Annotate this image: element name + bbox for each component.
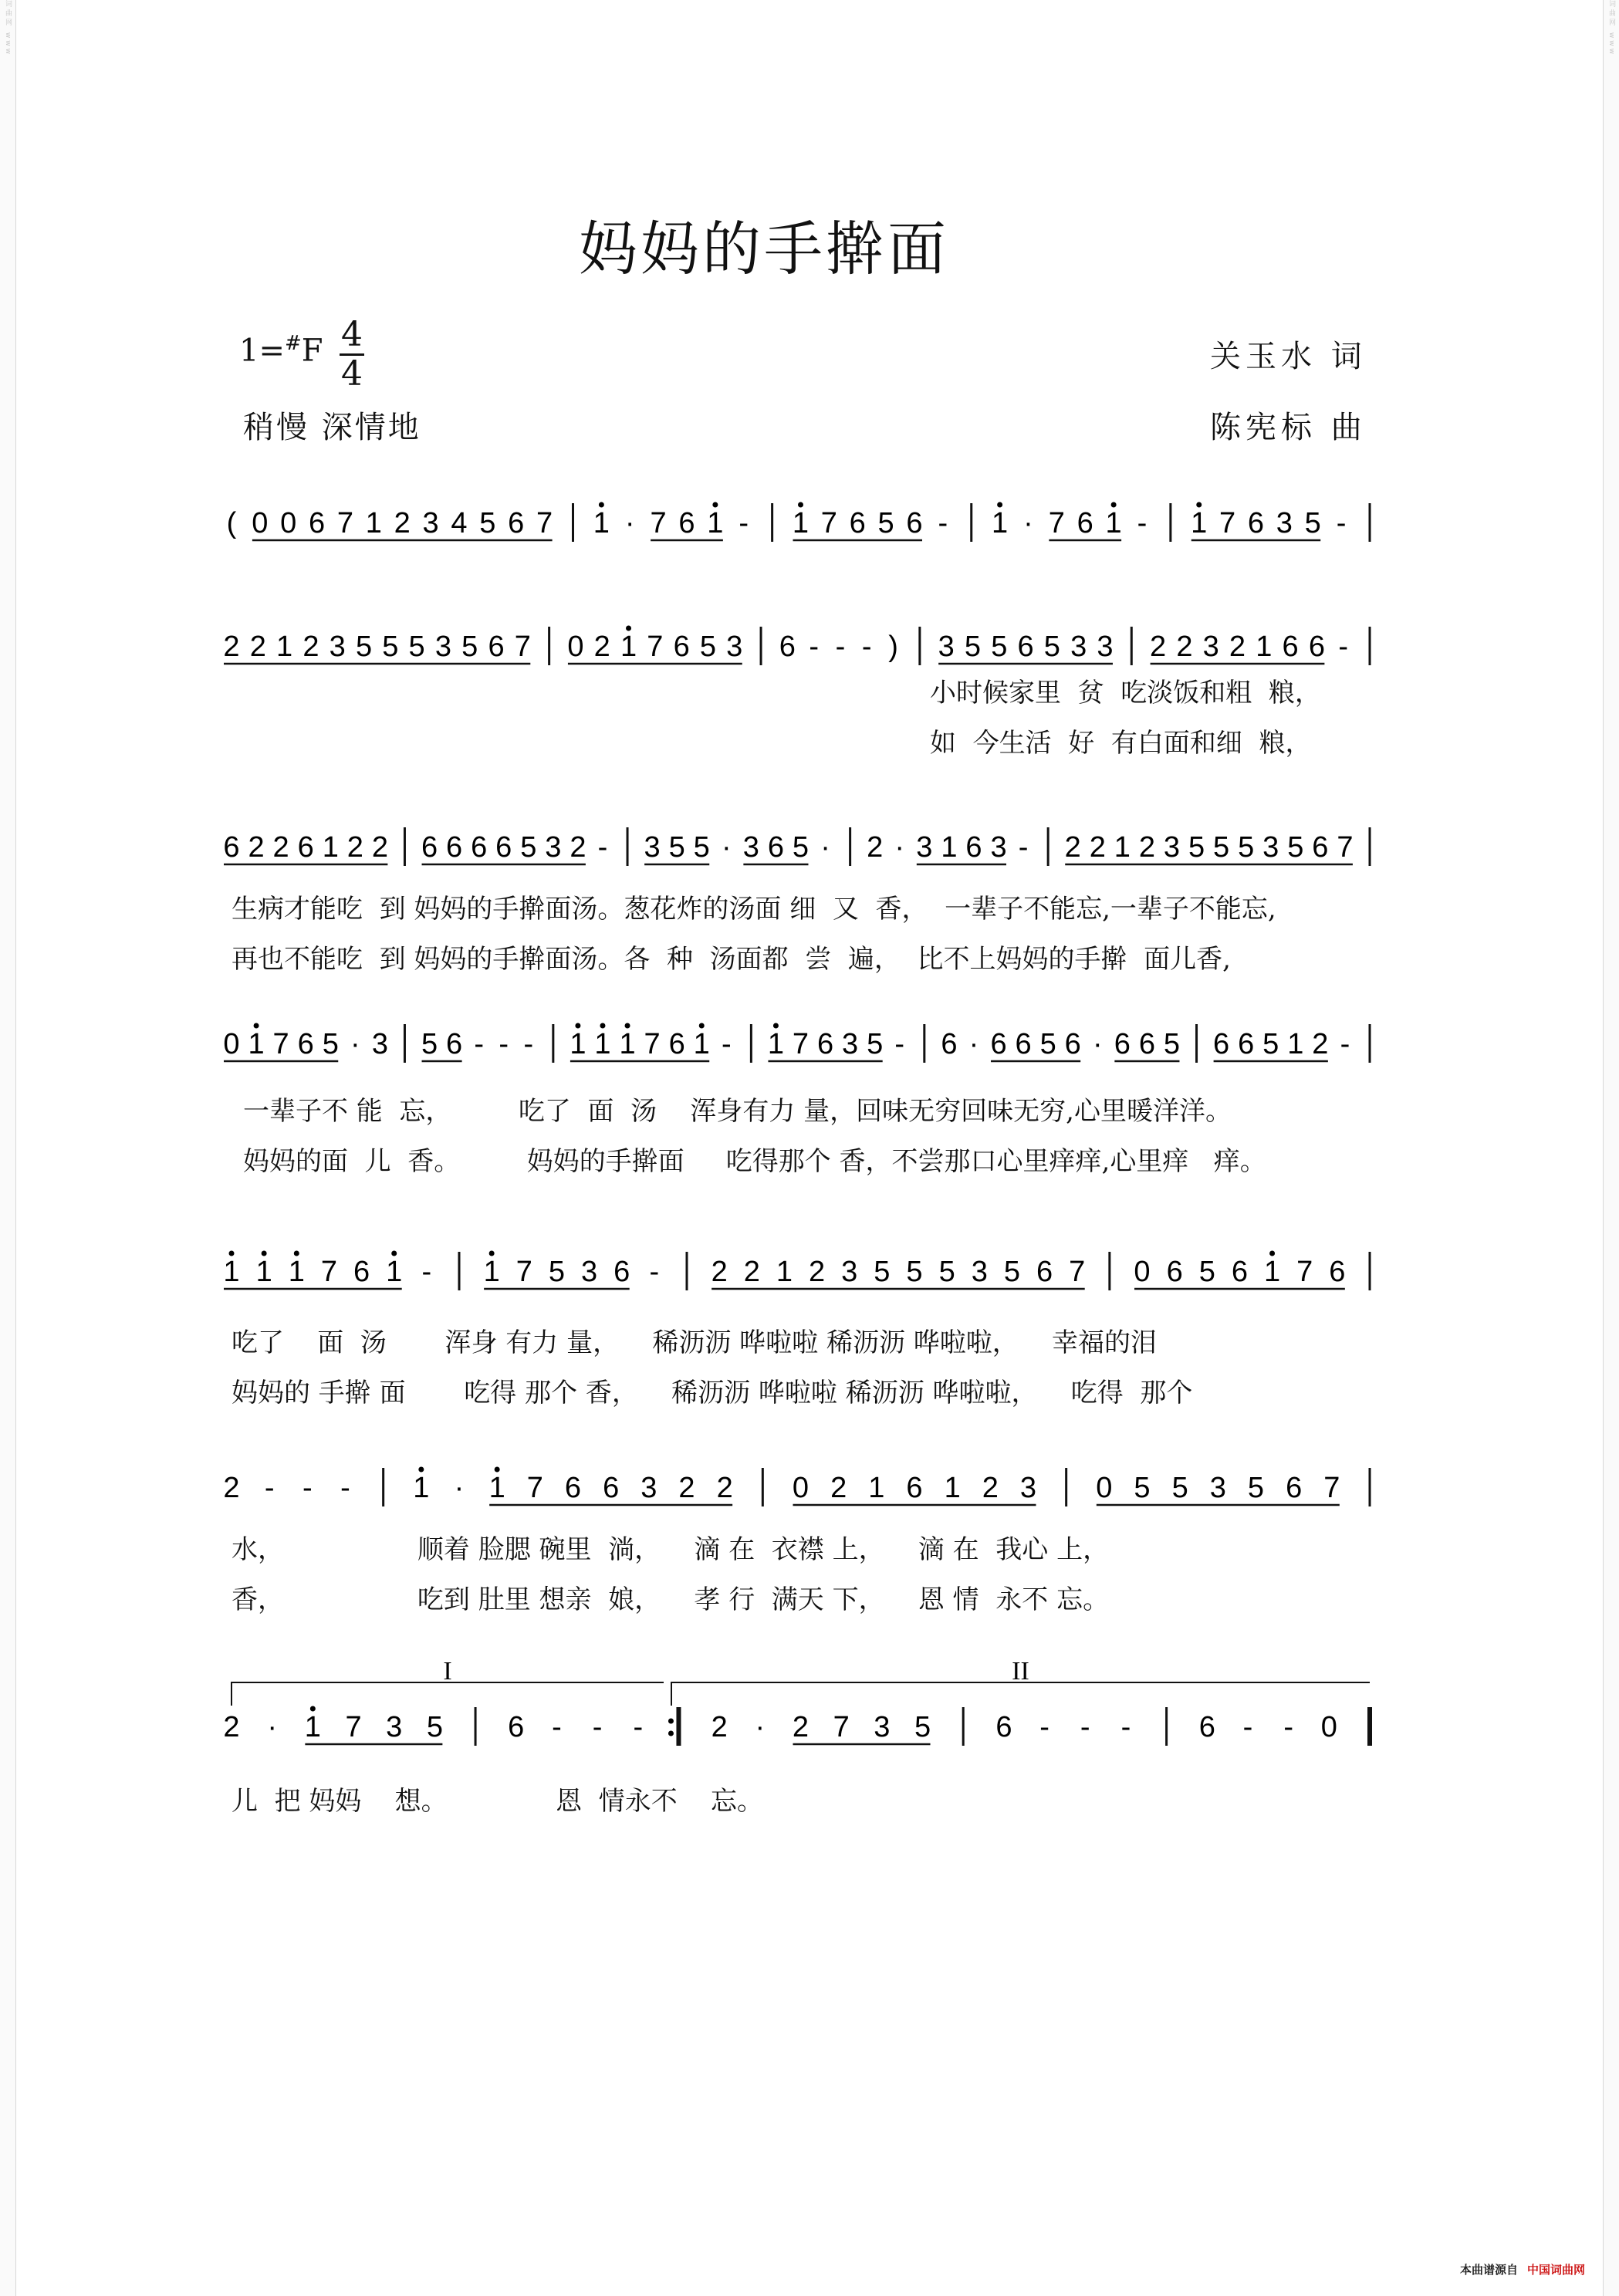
symbol: · bbox=[1023, 507, 1033, 539]
note: 6 bbox=[421, 831, 438, 864]
note: 2 bbox=[1089, 831, 1106, 864]
note: 1 bbox=[619, 1028, 636, 1060]
note: 7 bbox=[515, 1256, 532, 1288]
note: 1 bbox=[248, 1028, 265, 1060]
note: 1 bbox=[593, 507, 610, 539]
notation-system-5: 1 1 1 7 6 1 - 1 7 5 3 6 - 2 2 1 2 3 5 5 5 3 5 6 7 0 6 5 6 1 7 6 吃了 面 汤 浑身 有力 量， 稀沥沥 哗啦啦 稀沥沥 哗啦啦， 幸福的泪 妈妈的 手擀 面 吃得 那个 香， 稀沥沥 哗啦啦 稀沥沥 哗啦啦， 吃得 那个 bbox=[0, 1235, 1619, 1405]
high-octave-dot bbox=[626, 626, 631, 631]
note: 6 bbox=[779, 631, 796, 663]
symbol: - bbox=[633, 1711, 644, 1743]
staff-system-2 bbox=[0, 610, 1619, 695]
note: 2 bbox=[394, 507, 411, 539]
note: 2 bbox=[830, 1472, 847, 1504]
key-signature: 1=#F bbox=[239, 332, 323, 369]
symbol: - bbox=[1120, 1711, 1131, 1743]
note: 5 bbox=[867, 1028, 884, 1060]
notation-system-1 bbox=[0, 486, 1619, 579]
note: 2 bbox=[1064, 831, 1081, 864]
note: 5 bbox=[1304, 507, 1321, 539]
note: 1 bbox=[386, 1256, 403, 1288]
lyricist-credit: 关玉水 词 bbox=[1210, 339, 1367, 374]
note: 6 bbox=[1064, 1028, 1081, 1060]
symbol: - bbox=[264, 1472, 275, 1504]
note: 5 bbox=[991, 631, 1008, 663]
symbol: - bbox=[1039, 1711, 1049, 1743]
notation-system-6: 2 - - - 1 · 1 7 6 6 3 2 2 0 2 1 6 1 2 3 0 5 5 3 5 6 7 水， 顺着 脸腮 碗里 淌， 滴 在 衣襟 上， 滴 在 我心 上， 香， 吃到 肚里 想亲 娘， 孝 行 满天 下， 恩 情 永不 忘。 bbox=[0, 1451, 1619, 1621]
note: 7 bbox=[644, 1028, 661, 1060]
note: 6 bbox=[906, 1472, 923, 1504]
note: 6 bbox=[1329, 1256, 1346, 1288]
note: 7 bbox=[514, 631, 531, 663]
note: 3 bbox=[971, 1256, 988, 1288]
note: 5 bbox=[520, 831, 537, 864]
note: 0 bbox=[1096, 1472, 1113, 1504]
note: 6 bbox=[995, 1711, 1012, 1743]
symbol: - bbox=[938, 507, 948, 539]
note: 7 bbox=[1337, 831, 1354, 864]
note: 5 bbox=[426, 1711, 443, 1743]
note: 1 bbox=[488, 1472, 505, 1504]
note: 3 bbox=[1019, 1472, 1037, 1504]
note: 7 bbox=[536, 507, 553, 539]
note: 6 bbox=[613, 1256, 630, 1288]
note: 5 bbox=[479, 507, 496, 539]
note: 1 bbox=[1105, 507, 1122, 539]
note: 7 bbox=[647, 631, 664, 663]
note: 5 bbox=[1039, 1028, 1056, 1060]
note: 5 bbox=[322, 1028, 339, 1060]
note: 4 bbox=[451, 507, 468, 539]
composer-credit: 陈宪标 曲 bbox=[1210, 410, 1367, 445]
time-signature: 4 4 bbox=[341, 315, 363, 394]
note: 0 bbox=[223, 1028, 240, 1060]
note: 5 bbox=[693, 831, 710, 864]
note: 2 bbox=[1229, 631, 1246, 663]
note: 7 bbox=[650, 507, 667, 539]
note: 2 bbox=[678, 1472, 695, 1504]
note: 5 bbox=[1163, 1028, 1181, 1060]
symbol: - bbox=[474, 1028, 484, 1060]
note: 5 bbox=[1238, 831, 1255, 864]
note: 3 bbox=[329, 631, 346, 663]
note: 1 bbox=[792, 507, 810, 539]
note: 6 bbox=[223, 831, 240, 864]
note: 0 bbox=[252, 507, 269, 539]
volta-bracket bbox=[232, 1682, 664, 1706]
note: 3 bbox=[1097, 631, 1114, 663]
note: 2 bbox=[272, 831, 289, 864]
staff-system-7 bbox=[0, 1659, 1619, 1775]
notation-system-4: 0 1 7 6 5 · 3 5 6 - - - 1 1 1 7 6 1 - 1 7 6 3 5 - 6 · 6 6 5 6 · 6 6 5 6 6 5 1 2 - 一辈子不 能 忘， 吃了 面 汤 浑身有力 量，回味无穷回味无穷,心里暖洋洋。 妈妈的面 儿 香。 妈妈的手擀面 吃得那个 香，不尝那口心里痒痒,心里痒 痒。 bbox=[0, 1007, 1619, 1185]
note: 7 bbox=[345, 1711, 362, 1743]
note: 0 bbox=[280, 507, 297, 539]
note: 7 bbox=[1048, 507, 1065, 539]
note: 2 bbox=[593, 631, 610, 663]
note: 6 bbox=[1015, 1028, 1032, 1060]
symbol: · bbox=[624, 507, 635, 539]
note: 1 bbox=[594, 1028, 611, 1060]
repeat-dot bbox=[668, 1731, 674, 1736]
note: 3 bbox=[1276, 507, 1293, 539]
note: 1 bbox=[693, 1028, 710, 1060]
symbol: ) bbox=[888, 631, 898, 663]
note: 5 bbox=[408, 631, 425, 663]
symbol: · bbox=[968, 1028, 979, 1060]
note: 6 bbox=[816, 1028, 834, 1060]
note: 5 bbox=[874, 1256, 891, 1288]
note: 1 bbox=[322, 831, 339, 864]
symbol: - bbox=[597, 831, 608, 864]
note: 6 bbox=[1247, 507, 1265, 539]
note: 5 bbox=[382, 631, 399, 663]
high-octave-dot bbox=[712, 502, 718, 508]
note: 5 bbox=[1171, 1472, 1188, 1504]
high-octave-dot bbox=[773, 1023, 779, 1029]
symbol: · bbox=[267, 1711, 278, 1743]
note: 6 bbox=[1077, 507, 1093, 539]
symbol: - bbox=[1340, 1028, 1350, 1060]
high-octave-dot bbox=[294, 1251, 299, 1256]
note: 6 bbox=[471, 831, 488, 864]
note: 5 bbox=[548, 1256, 565, 1288]
note: 6 bbox=[1036, 1256, 1053, 1288]
note: 1 bbox=[288, 1256, 305, 1288]
note: 5 bbox=[1247, 1472, 1265, 1504]
high-octave-dot bbox=[600, 1023, 605, 1029]
note: 1 bbox=[413, 1472, 430, 1504]
symbol: · bbox=[820, 831, 830, 864]
notation-system-7: 2 · 1 7 3 5 6 - - - 2 · 2 7 3 5 6 - - - 6 - - 0 I II 儿 把 妈妈 想。 恩 情永不 忘。 bbox=[0, 1659, 1619, 1829]
volta-label: II bbox=[1012, 1659, 1029, 1686]
note: 3 bbox=[841, 1256, 858, 1288]
symbol: · bbox=[350, 1028, 360, 1060]
note: 7 bbox=[272, 1028, 289, 1060]
note: 0 bbox=[567, 631, 584, 663]
high-octave-dot bbox=[575, 1023, 580, 1029]
symbol: - bbox=[1080, 1711, 1090, 1743]
note: 6 bbox=[1138, 1028, 1155, 1060]
note: 1 bbox=[707, 507, 724, 539]
note: 1 bbox=[255, 1256, 272, 1288]
note: 7 bbox=[320, 1256, 337, 1288]
note: 1 bbox=[620, 631, 637, 663]
note: 6 bbox=[1286, 1472, 1303, 1504]
high-octave-dot bbox=[1111, 502, 1117, 508]
symbol: · bbox=[721, 831, 732, 864]
note: 6 bbox=[446, 1028, 463, 1060]
note: 6 bbox=[849, 507, 866, 539]
note: 1 bbox=[365, 507, 382, 539]
note: 2 bbox=[982, 1472, 999, 1504]
note: 6 bbox=[906, 507, 923, 539]
note: 5 bbox=[699, 631, 717, 663]
note: 2 bbox=[249, 631, 266, 663]
note: 5 bbox=[461, 631, 478, 663]
note: 3 bbox=[742, 831, 759, 864]
note: 6 bbox=[1213, 1028, 1230, 1060]
symbol: - bbox=[1242, 1711, 1253, 1743]
note: 2 bbox=[223, 631, 240, 663]
note: 3 bbox=[422, 507, 439, 539]
note: 6 bbox=[1231, 1256, 1248, 1288]
symbol: - bbox=[592, 1711, 603, 1743]
note: 3 bbox=[1163, 831, 1181, 864]
note: 2 bbox=[346, 831, 363, 864]
note: 7 bbox=[1219, 507, 1236, 539]
symbol: - bbox=[303, 1472, 313, 1504]
note: 1 bbox=[992, 507, 1009, 539]
note: 6 bbox=[668, 1028, 685, 1060]
note: 2 bbox=[1312, 1028, 1329, 1060]
note: 5 bbox=[1198, 1256, 1215, 1288]
high-octave-dot bbox=[1269, 1251, 1275, 1256]
note: 1 bbox=[941, 831, 958, 864]
high-octave-dot bbox=[310, 1706, 316, 1712]
high-octave-dot bbox=[798, 502, 803, 508]
note: 1 bbox=[1287, 1028, 1304, 1060]
note: 2 bbox=[711, 1256, 728, 1288]
note: 5 bbox=[1043, 631, 1060, 663]
symbol: - bbox=[340, 1472, 350, 1504]
note: 3 bbox=[434, 631, 451, 663]
note: 6 bbox=[508, 507, 525, 539]
symbol: - bbox=[1137, 507, 1147, 539]
note: 3 bbox=[644, 831, 661, 864]
note: 6 bbox=[1312, 831, 1329, 864]
note: 1 bbox=[1114, 831, 1131, 864]
note: 7 bbox=[1323, 1472, 1340, 1504]
note: 2 bbox=[867, 831, 884, 864]
note: 2 bbox=[1176, 631, 1193, 663]
note: 2 bbox=[371, 831, 388, 864]
note: 1 bbox=[1191, 507, 1208, 539]
note: 1 bbox=[1264, 1256, 1281, 1288]
note: 3 bbox=[874, 1711, 891, 1743]
note: 5 bbox=[906, 1256, 923, 1288]
symbol: - bbox=[649, 1256, 660, 1288]
note: 2 bbox=[223, 1711, 240, 1743]
note: 2 bbox=[303, 631, 319, 663]
note: 2 bbox=[711, 1711, 728, 1743]
note: 5 bbox=[1134, 1472, 1151, 1504]
score-title: 妈妈的手擀面 bbox=[579, 215, 949, 283]
note: 5 bbox=[1188, 831, 1205, 864]
note: 6 bbox=[353, 1256, 370, 1288]
note: 3 bbox=[1202, 631, 1219, 663]
note: 7 bbox=[833, 1711, 850, 1743]
note: 2 bbox=[743, 1256, 760, 1288]
note: 6 bbox=[678, 507, 695, 539]
symbol: - bbox=[809, 631, 819, 663]
high-octave-dot bbox=[262, 1251, 267, 1256]
volta-bracket bbox=[671, 1682, 1370, 1706]
note: 6 bbox=[309, 507, 326, 539]
note: 2 bbox=[1138, 831, 1155, 864]
high-octave-dot bbox=[489, 1251, 495, 1256]
note: 6 bbox=[673, 631, 690, 663]
note: 6 bbox=[990, 1028, 1007, 1060]
notation-system-2: 2 2 1 2 3 5 5 5 3 5 6 7 0 2 1 7 6 5 3 6 - - - ) 3 5 5 6 5 3 3 2 2 3 2 1 6 6 - 小时候家里 贫 吃淡饭和粗 粮， 如 今生活 好 有白面和细 粮， bbox=[0, 610, 1619, 779]
right-watermark-strip: 词曲网 www bbox=[1603, 0, 1619, 2296]
note: 5 bbox=[792, 831, 810, 864]
high-octave-dot bbox=[391, 1251, 397, 1256]
note: 1 bbox=[868, 1472, 885, 1504]
symbol: - bbox=[1283, 1711, 1293, 1743]
note: 0 bbox=[792, 1472, 810, 1504]
note: 6 bbox=[965, 831, 982, 864]
high-octave-dot bbox=[1196, 502, 1202, 508]
note: 2 bbox=[248, 831, 265, 864]
note: 1 bbox=[223, 1256, 240, 1288]
note: 3 bbox=[386, 1711, 403, 1743]
symbol: ( bbox=[226, 507, 237, 539]
note: 5 bbox=[1003, 1256, 1020, 1288]
note: 6 bbox=[1282, 631, 1299, 663]
note: 3 bbox=[545, 831, 562, 864]
note: 3 bbox=[842, 1028, 859, 1060]
note: 2 bbox=[809, 1256, 826, 1288]
note: 6 bbox=[1308, 631, 1325, 663]
note: 2 bbox=[1150, 631, 1167, 663]
symbol: - bbox=[1336, 507, 1347, 539]
note: 6 bbox=[767, 831, 785, 864]
symbol: - bbox=[894, 1028, 905, 1060]
note: 6 bbox=[1166, 1256, 1183, 1288]
note: 0 bbox=[1134, 1256, 1151, 1288]
staff-system-6 bbox=[0, 1451, 1619, 1536]
symbol: · bbox=[1092, 1028, 1103, 1060]
note: 5 bbox=[914, 1711, 931, 1743]
symbol: - bbox=[721, 1028, 732, 1060]
note: 5 bbox=[938, 1256, 955, 1288]
tempo-marking: 稍慢 深情地 bbox=[243, 410, 421, 445]
staff-system-1 bbox=[0, 486, 1619, 579]
note: 3 bbox=[990, 831, 1007, 864]
note: 3 bbox=[726, 631, 743, 663]
note: 5 bbox=[877, 507, 894, 539]
note: 6 bbox=[297, 1028, 314, 1060]
high-octave-dot bbox=[625, 1023, 630, 1029]
symbol: · bbox=[755, 1711, 766, 1743]
note: 6 bbox=[488, 631, 505, 663]
note: 1 bbox=[1256, 631, 1273, 663]
note: 5 bbox=[1262, 1028, 1279, 1060]
note: 6 bbox=[1017, 631, 1034, 663]
note: 3 bbox=[581, 1256, 598, 1288]
high-octave-dot bbox=[495, 1467, 500, 1473]
note: 5 bbox=[964, 631, 982, 663]
note: 3 bbox=[938, 631, 955, 663]
note: 6 bbox=[1198, 1711, 1215, 1743]
site-name: 中国词曲网 bbox=[1526, 2263, 1585, 2277]
symbol: - bbox=[1018, 831, 1029, 864]
note: 7 bbox=[336, 507, 354, 539]
note: 2 bbox=[570, 831, 586, 864]
high-octave-dot bbox=[418, 1467, 424, 1473]
note: 6 bbox=[446, 831, 463, 864]
note: 0 bbox=[1320, 1711, 1337, 1743]
high-octave-dot bbox=[699, 1023, 705, 1029]
note: 6 bbox=[1114, 1028, 1131, 1060]
footer-source: 本曲谱源自 中国词曲网 bbox=[1459, 2263, 1585, 2277]
note: 7 bbox=[526, 1472, 543, 1504]
staff-system-5 bbox=[0, 1235, 1619, 1320]
note: 5 bbox=[668, 831, 685, 864]
symbol: - bbox=[861, 631, 872, 663]
staff-system-4 bbox=[0, 1007, 1619, 1092]
note: 5 bbox=[1213, 831, 1230, 864]
note: 1 bbox=[570, 1028, 586, 1060]
note: 6 bbox=[941, 1028, 958, 1060]
note: 1 bbox=[776, 1256, 793, 1288]
note: 1 bbox=[276, 631, 293, 663]
note: 2 bbox=[792, 1711, 810, 1743]
symbol: - bbox=[499, 1028, 509, 1060]
note: 3 bbox=[371, 1028, 388, 1060]
note: 7 bbox=[1069, 1256, 1086, 1288]
note: 3 bbox=[1070, 631, 1087, 663]
note: 1 bbox=[483, 1256, 500, 1288]
note: 2 bbox=[223, 1472, 240, 1504]
note: 1 bbox=[944, 1472, 961, 1504]
note: 7 bbox=[792, 1028, 810, 1060]
volta-label: I bbox=[443, 1659, 452, 1686]
symbol: - bbox=[1338, 631, 1349, 663]
left-watermark-strip: 词曲网 www bbox=[0, 0, 16, 2296]
note: 2 bbox=[716, 1472, 733, 1504]
symbol: - bbox=[421, 1256, 432, 1288]
note: 6 bbox=[508, 1711, 525, 1743]
note: 5 bbox=[355, 631, 373, 663]
note: 6 bbox=[564, 1472, 582, 1504]
symbol: - bbox=[739, 507, 749, 539]
note: 1 bbox=[767, 1028, 785, 1060]
symbol: - bbox=[552, 1711, 562, 1743]
staff-system-3 bbox=[0, 810, 1619, 895]
note: 1 bbox=[304, 1711, 321, 1743]
symbol: - bbox=[523, 1028, 534, 1060]
note: 7 bbox=[1296, 1256, 1313, 1288]
repeat-dot bbox=[668, 1719, 674, 1724]
high-octave-dot bbox=[599, 502, 604, 508]
note: 3 bbox=[1209, 1472, 1226, 1504]
high-octave-dot bbox=[997, 502, 1002, 508]
symbol: · bbox=[894, 831, 905, 864]
note: 5 bbox=[1287, 831, 1304, 864]
note: 3 bbox=[1262, 831, 1279, 864]
notation-system-3: 6 2 2 6 1 2 2 6 6 6 6 5 3 2 - 3 5 5 · 3 6 5 · 2 · 3 1 6 3 - 2 2 1 2 3 5 5 5 3 5 6 7 生病才能吃 到 妈妈的手擀面汤。葱花炸的汤面 细 又 香， 一辈子不能忘,一辈子不能忘, 再也不能吃 到 妈妈的手擀面汤。各 种 汤面都 尝 遍， 比不上妈妈的手擀 面儿香, bbox=[0, 810, 1619, 980]
note: 6 bbox=[1238, 1028, 1255, 1060]
note: 6 bbox=[495, 831, 512, 864]
note: 3 bbox=[641, 1472, 657, 1504]
note: 3 bbox=[916, 831, 933, 864]
note: 7 bbox=[820, 507, 837, 539]
symbol: · bbox=[454, 1472, 465, 1504]
note: 6 bbox=[603, 1472, 620, 1504]
symbol: - bbox=[835, 631, 846, 663]
high-octave-dot bbox=[254, 1023, 259, 1029]
high-octave-dot bbox=[229, 1251, 235, 1256]
note: 5 bbox=[421, 1028, 438, 1060]
note: 6 bbox=[297, 831, 314, 864]
